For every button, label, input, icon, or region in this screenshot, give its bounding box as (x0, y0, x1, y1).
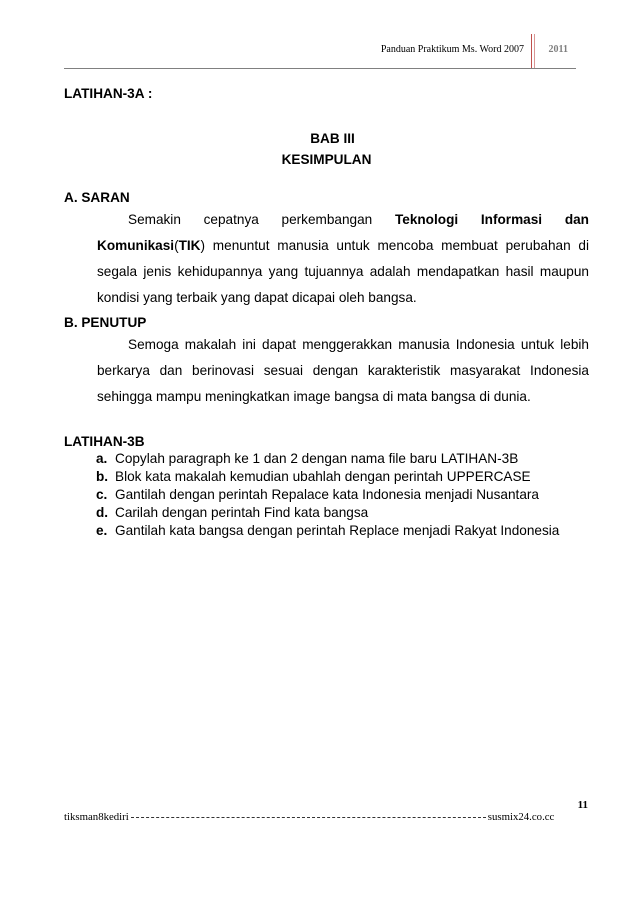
latihan-3a-heading: LATIHAN-3A : (64, 86, 153, 101)
header-year: 2011 (548, 44, 568, 55)
chapter-number: BAB III (310, 131, 355, 146)
saran-open-paren: ( (174, 238, 179, 253)
list-item-letter: a. (96, 451, 108, 466)
latihan-3b-list (96, 450, 589, 540)
list-item-text: Gantilah kata bangsa dengan perintah Replace menjadi Rakyat Indonesia (115, 523, 560, 538)
list-item (96, 468, 589, 486)
saran-paragraph (97, 207, 589, 311)
list-item-text: Blok kata makalah kemudian ubahlah dengan perintah UPPERCASE (115, 469, 531, 484)
list-item-letter: d. (96, 505, 109, 520)
list-item-letter: e. (96, 523, 108, 538)
header-divider (531, 34, 532, 68)
list-item (96, 504, 589, 522)
list-item (96, 522, 589, 540)
list-item-text: Copylah paragraph ke 1 dan 2 dengan nama file baru LATIHAN-3B (115, 451, 519, 466)
header-divider-secondary (534, 34, 535, 68)
section-penutup-title: B. PENUTUP (64, 315, 147, 330)
list-item-text: Gantilah dengan perintah Repalace kata Indonesia menjadi Nusantara (115, 487, 539, 502)
page-footer (64, 811, 589, 823)
footer-dash-leader (131, 817, 486, 818)
chapter-title: KESIMPULAN (281, 152, 372, 167)
header-rule (64, 68, 576, 69)
list-item-text: Carilah dengan perintah Find kata bangsa (115, 505, 369, 520)
list-item (96, 486, 589, 504)
page-number: 11 (577, 799, 588, 811)
footer-right-text: susmix24.co.cc (487, 811, 555, 823)
saran-abbr: TIK (178, 238, 201, 253)
page-header (64, 34, 576, 68)
document-body (64, 86, 589, 540)
header-title: Panduan Praktikum Ms. Word 2007 (380, 44, 524, 55)
list-item (96, 450, 589, 468)
footer-left-text: tiksman8kediri (64, 811, 129, 823)
saran-bold-term: Teknologi Informasi dan Komunikasi (97, 212, 589, 253)
penutup-paragraph: Semoga makalah ini dapat menggerakkan manusia Indonesia untuk lebih berkarya dan berinovasi sesuai dengan karakteristik masyarakat Indonesia sehingga mampu meningkatkan image bangsa di mata bangsa di dunia. (97, 337, 589, 404)
list-item-letter: c. (96, 487, 108, 502)
latihan-3b-heading: LATIHAN-3B (64, 434, 145, 449)
section-saran-title: A. SARAN (64, 190, 130, 205)
saran-intro: Semakin cepatnya perkembangan (128, 212, 395, 227)
saran-rest: ) menuntut manusia untuk mencoba membuat perubahan di segala jenis kehidupannya yang tujuannya adalah mendapatkan hasil maupun kondisi yang terbaik yang dapat dicapai oleh bangsa. (97, 238, 589, 305)
list-item-letter: b. (96, 469, 109, 484)
